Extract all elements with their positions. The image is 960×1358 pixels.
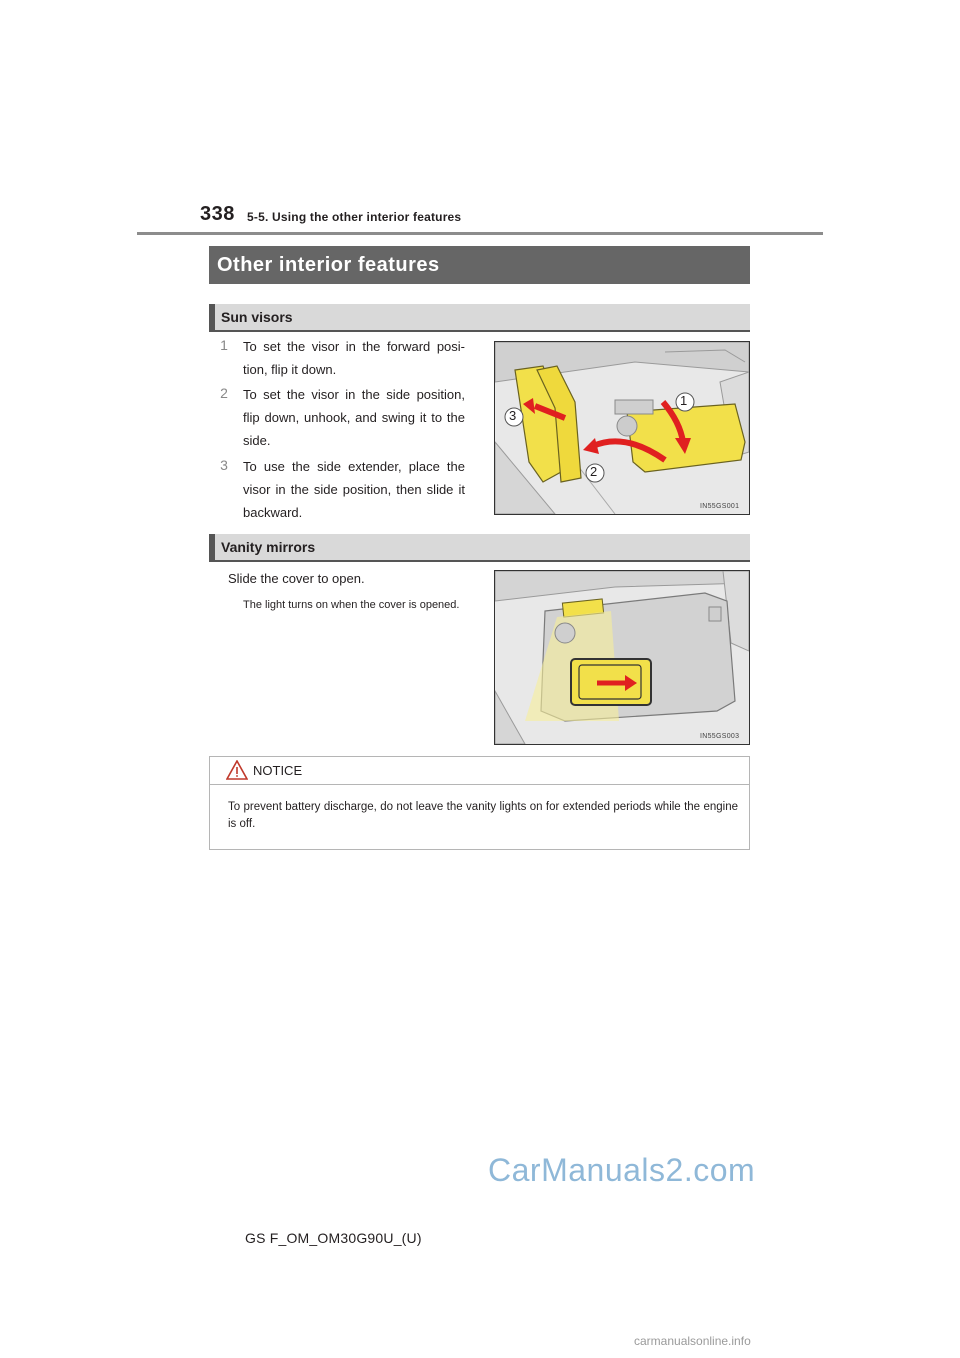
footer-code: GS F_OM_OM30G90U_(U) (245, 1230, 422, 1246)
warning-triangle-icon (226, 760, 248, 785)
watermark-bottom: carmanualsonline.info (634, 1334, 751, 1348)
sun-visor-figure (494, 341, 750, 515)
figure-code-sun-visor: IN55GS001 (700, 503, 740, 510)
step-1-text: To set the visor in the forward posi-tion, flip it down. (243, 339, 465, 377)
section-breadcrumb: 5-5. Using the other interior features (247, 210, 462, 224)
callout-1: 1 (680, 393, 688, 408)
figure-code-vanity-mirror: IN55GS003 (700, 733, 740, 740)
step-2-icon: 2 (220, 385, 228, 401)
notice-title: NOTICE (253, 763, 303, 778)
sun-visors-heading: Sun visors (209, 304, 750, 332)
callout-3: 3 (509, 408, 517, 423)
vanity-instruction: Slide the cover to open. (228, 571, 365, 586)
notice-text: To prevent battery discharge, do not leave the vanity lights on for extended periods while the engine is off. (228, 801, 738, 830)
vanity-mirrors-heading: Vanity mirrors (209, 534, 750, 562)
watermark: CarManuals2.com (488, 1152, 756, 1188)
vanity-note: The light turns on when the cover is opened. (243, 599, 460, 611)
step-2-text: To set the visor in the side position, flip down, unhook, and swing it to the side. (243, 387, 465, 448)
notice-divider (210, 784, 749, 785)
page-number: 338 (200, 203, 235, 225)
callout-2: 2 (590, 464, 598, 479)
vanity-mirror-figure (494, 570, 750, 745)
sun-visor-illustration (495, 342, 749, 514)
step-3-text: To use the side extender, place the visor in the side position, then slide it backward. (243, 459, 465, 520)
step-1-icon: 1 (220, 337, 228, 353)
step-3-icon: 3 (220, 457, 228, 473)
header-rule (137, 232, 823, 235)
page-title: Other interior features (209, 246, 750, 284)
vanity-mirror-illustration (495, 571, 749, 744)
